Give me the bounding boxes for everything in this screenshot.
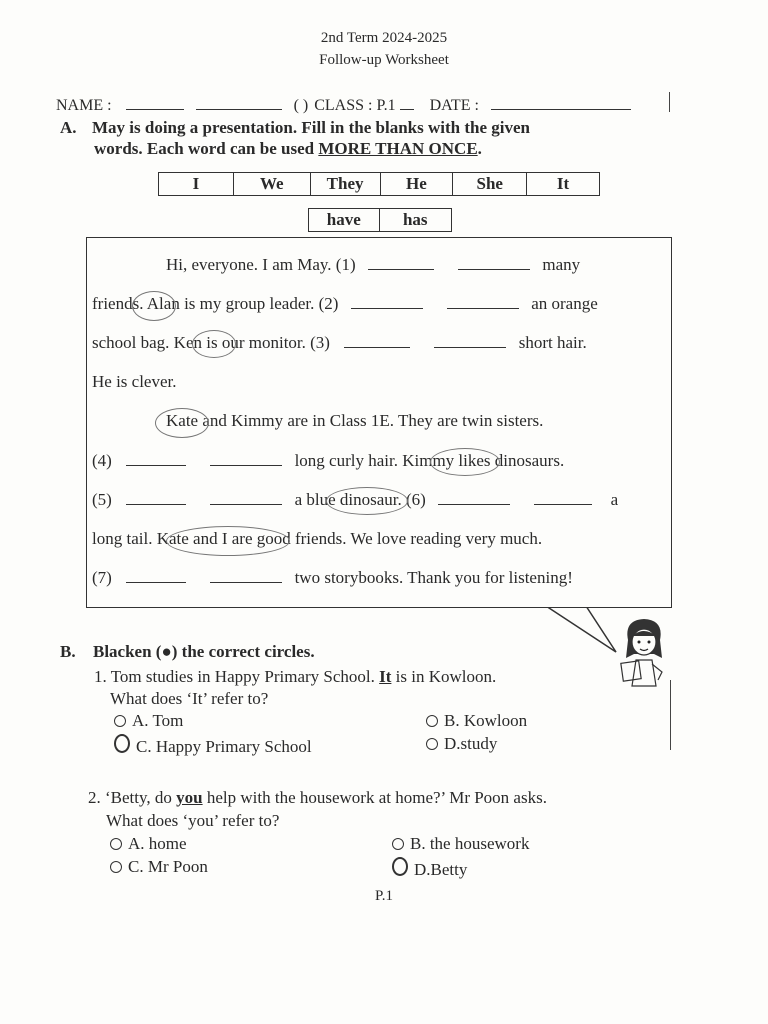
q2-option-a[interactable]: A. home xyxy=(110,834,187,854)
section-a-letter: A. xyxy=(60,118,77,137)
page-number: P.1 xyxy=(375,888,393,904)
section-b-instruction: Blacken (●) the correct circles. xyxy=(93,642,315,661)
margin-line-top xyxy=(669,92,670,112)
name-field-1[interactable] xyxy=(126,95,184,110)
radio-circle-marked[interactable] xyxy=(114,734,130,753)
section-b-letter: B. xyxy=(60,642,76,661)
date-label: DATE : xyxy=(429,97,479,114)
q2-option-d[interactable]: D.Betty xyxy=(392,857,467,880)
more-than-once-emphasis: MORE THAN ONCE xyxy=(318,139,478,158)
passage-line-5: Kate and Kimmy are in Class 1E. They are twin sisters. xyxy=(166,411,544,430)
word-she: She xyxy=(452,173,526,195)
class-number-paren: ( ) xyxy=(293,97,309,114)
q1-option-b[interactable]: B. Kowloon xyxy=(426,711,527,731)
blank-4a[interactable] xyxy=(126,451,186,466)
passage-line-3: school bag. Ken is our monitor. (3) short hair. xyxy=(92,333,587,352)
radio-circle[interactable] xyxy=(392,838,404,850)
q1-option-a[interactable]: A. Tom xyxy=(114,711,183,731)
section-a-instruction-1: May is doing a presentation. Fill in the blanks with the given xyxy=(92,118,530,137)
passage-line-9: (7) two storybooks. Thank you for listening! xyxy=(92,568,573,587)
name-field-2[interactable] xyxy=(196,95,282,110)
word-has: has xyxy=(379,209,452,231)
worksheet-title: Follow-up Worksheet xyxy=(319,52,449,68)
word-he: He xyxy=(380,173,453,195)
class-field[interactable] xyxy=(400,95,414,110)
pencil-circle-kate-kimmy xyxy=(155,408,209,438)
margin-line-bottom xyxy=(670,680,671,750)
date-field[interactable] xyxy=(491,95,631,110)
pronoun-word-bank xyxy=(158,172,600,196)
term-text: 2nd Term 2024-2025 xyxy=(320,30,448,46)
q2-option-c[interactable]: C. Mr Poon xyxy=(110,857,208,877)
passage-line-2: friends. Alan is my group leader. (2) an orange xyxy=(92,294,598,313)
word-we: We xyxy=(233,173,310,195)
question-2: 2. ‘Betty, do you help with the housework at home?’ Mr Poon asks. xyxy=(88,788,547,807)
class-label: CLASS : P.1 xyxy=(314,97,396,114)
blank-3a[interactable] xyxy=(344,333,410,348)
question-1: 1. Tom studies in Happy Primary School. It is in Kowloon. xyxy=(94,667,497,686)
girl-presenter-illustration xyxy=(614,614,674,694)
radio-circle[interactable] xyxy=(110,861,122,873)
blank-6b[interactable] xyxy=(534,490,592,505)
word-they: They xyxy=(310,173,380,195)
blank-6a[interactable] xyxy=(438,490,510,505)
student-info-row xyxy=(56,95,631,115)
passage-line-8: long tail. Kate and I are good friends. We love reading very much. xyxy=(92,529,543,548)
pencil-circle-ken xyxy=(192,330,236,358)
passage-line-4: He is clever. xyxy=(92,372,177,391)
pencil-circle-kate-and-i xyxy=(166,526,290,556)
question-1-prompt: What does ‘It’ refer to? xyxy=(110,689,269,708)
blank-3b[interactable] xyxy=(434,333,506,348)
radio-circle-marked[interactable] xyxy=(392,857,408,876)
pencil-circle-kimmy xyxy=(430,448,500,476)
radio-circle[interactable] xyxy=(426,738,438,750)
passage-line-1: Hi, everyone. I am May. (1) many xyxy=(166,255,581,274)
q1-option-d[interactable]: D.study xyxy=(426,734,497,754)
blank-1a[interactable] xyxy=(368,255,434,270)
blank-1b[interactable] xyxy=(458,255,530,270)
word-have: have xyxy=(326,210,361,229)
blank-4b[interactable] xyxy=(210,451,282,466)
blank-2b[interactable] xyxy=(447,294,519,309)
blank-7b[interactable] xyxy=(210,568,282,583)
word-it: It xyxy=(526,173,599,195)
question-2-prompt: What does ‘you’ refer to? xyxy=(106,811,280,830)
passage-line-7: (5) a blue dinosaur. (6) a xyxy=(92,490,619,509)
term-heading xyxy=(0,30,768,47)
radio-circle[interactable] xyxy=(110,838,122,850)
blank-2a[interactable] xyxy=(351,294,423,309)
blank-7a[interactable] xyxy=(126,568,186,583)
passage-line-6: (4) long curly hair. Kimmy likes dinosaurs. xyxy=(92,451,565,470)
q2-option-b[interactable]: B. the housework xyxy=(392,834,529,854)
verb-word-bank xyxy=(308,208,452,232)
blank-5b[interactable] xyxy=(210,490,282,505)
word-i: I xyxy=(192,174,200,193)
section-a-instruction-2: words. Each word can be used MORE THAN ONCE. xyxy=(94,139,482,158)
pencil-circle-alan xyxy=(132,291,176,321)
blank-5a[interactable] xyxy=(126,490,186,505)
q1-option-c[interactable]: C. Happy Primary School xyxy=(114,734,312,757)
pencil-circle-dinosaur xyxy=(326,487,408,515)
name-label: NAME : xyxy=(56,97,112,114)
radio-circle[interactable] xyxy=(114,715,126,727)
radio-circle[interactable] xyxy=(426,715,438,727)
